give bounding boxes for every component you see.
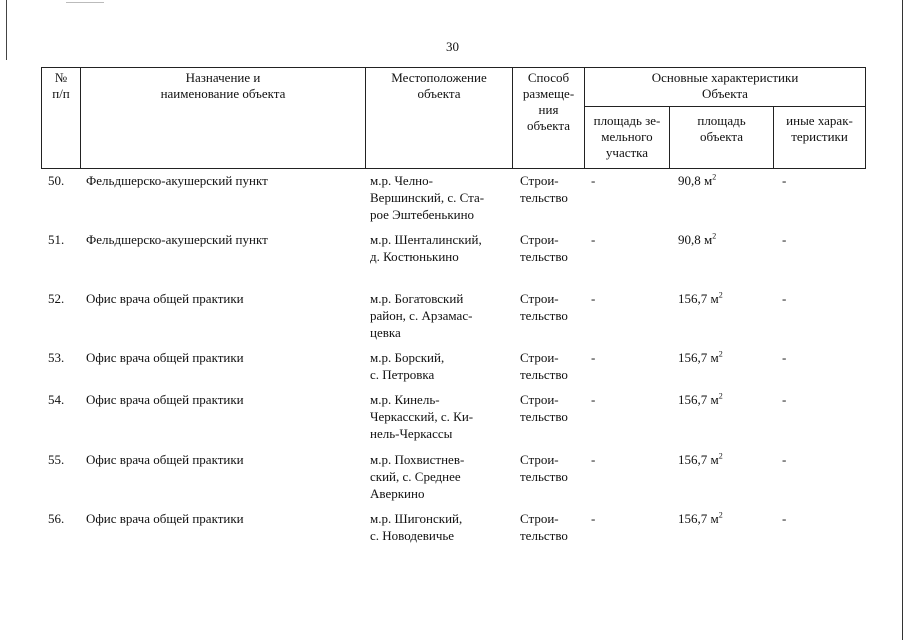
- row-object-area-unit-exponent: 2: [718, 510, 723, 520]
- row-location: м.р. Богатовский район, с. Арзамас- цевка: [370, 291, 473, 340]
- row-number: 53.: [48, 350, 65, 365]
- row-object-area-value: 156,7 м: [678, 511, 719, 526]
- row-land-area: -: [591, 511, 596, 526]
- row-object-area-unit-exponent: 2: [712, 172, 717, 182]
- row-placement-method: Строи- тельство: [520, 511, 568, 543]
- header-col-other: [773, 106, 866, 169]
- table-row: [0, 349, 905, 389]
- header-col-object-area-label: площадь объекта: [697, 113, 746, 144]
- header-col-main-label: Основные характеристики Объекта: [651, 70, 799, 101]
- row-number: 50.: [48, 173, 65, 188]
- page-left-edge: [6, 0, 7, 60]
- row-object-area: [678, 391, 723, 408]
- row-number: 51.: [48, 232, 65, 247]
- header-col-location-label: Местоположение объекта: [391, 70, 487, 101]
- row-land-area: -: [591, 232, 596, 247]
- header-col-number-label: № п/п: [52, 70, 70, 101]
- row-object-area: [678, 510, 723, 527]
- header-col-name-label: Назначение и наименование объекта: [160, 70, 286, 101]
- row-object-name: Офис врача общей практики: [86, 291, 244, 306]
- row-object-area-unit-exponent: 2: [718, 451, 723, 461]
- header-col-land-area-label: площадь зе- мельного участка: [593, 113, 661, 160]
- row-other-characteristics: -: [782, 350, 787, 365]
- row-object-area-value: 156,7 м: [678, 291, 719, 306]
- row-placement-method: Строи- тельство: [520, 291, 568, 323]
- row-object-area-value: 156,7 м: [678, 392, 719, 407]
- header-col-main-characteristics: [584, 67, 866, 107]
- row-object-area-unit-exponent: 2: [718, 290, 723, 300]
- row-object-area-value: 156,7 м: [678, 350, 719, 365]
- row-other-characteristics: -: [782, 452, 787, 467]
- row-number: 52.: [48, 291, 65, 306]
- row-placement-method: Строи- тельство: [520, 232, 568, 264]
- row-placement-method: Строи- тельство: [520, 452, 568, 484]
- row-object-area: [678, 231, 716, 248]
- header-col-other-label: иные харак- теристики: [786, 113, 853, 144]
- row-object-area-value: 90,8 м: [678, 232, 713, 247]
- row-land-area: -: [591, 452, 596, 467]
- row-location: м.р. Шигонский, с. Новодевичье: [370, 511, 463, 543]
- row-object-name: Офис врача общей практики: [86, 511, 244, 526]
- row-object-area: [678, 290, 723, 307]
- header-col-object-area: [669, 106, 774, 169]
- header-col-method: [512, 67, 585, 169]
- header-col-land-area: [584, 106, 670, 169]
- row-number: 55.: [48, 452, 65, 467]
- row-object-area-unit-exponent: 2: [718, 349, 723, 359]
- row-number: 56.: [48, 511, 65, 526]
- row-land-area: -: [591, 392, 596, 407]
- table-row: [0, 172, 905, 230]
- row-location: м.р. Кинель- Черкасский, с. Ки- нель-Черкассы: [370, 392, 474, 441]
- row-object-name: Офис врача общей практики: [86, 350, 244, 365]
- row-placement-method: Строи- тельство: [520, 173, 568, 205]
- row-object-area-value: 156,7 м: [678, 452, 719, 467]
- row-other-characteristics: -: [782, 173, 787, 188]
- scan-mark: [66, 2, 104, 3]
- row-land-area: -: [591, 350, 596, 365]
- row-number: 54.: [48, 392, 65, 407]
- row-placement-method: Строи- тельство: [520, 392, 568, 424]
- row-other-characteristics: -: [782, 511, 787, 526]
- table-row: [0, 451, 905, 509]
- header-col-method-label: Способ размеще- ния объекта: [522, 70, 575, 133]
- row-object-area-unit-exponent: 2: [712, 231, 717, 241]
- header-col-number: [41, 67, 81, 169]
- table-row: [0, 290, 905, 348]
- table-row: [0, 231, 905, 289]
- header-col-name: [80, 67, 366, 169]
- row-other-characteristics: -: [782, 232, 787, 247]
- page-number: 30: [446, 39, 459, 54]
- row-placement-method: Строи- тельство: [520, 350, 568, 382]
- table-row: [0, 510, 905, 550]
- row-location: м.р. Борский, с. Петровка: [370, 350, 445, 382]
- row-location: м.р. Челно- Вершинский, с. Ста- рое Эштебенькино: [370, 173, 485, 222]
- row-location: м.р. Шенталинский, д. Костюнькино: [370, 232, 482, 264]
- row-location: м.р. Похвистнев- ский, с. Среднее Аверкино: [370, 452, 465, 501]
- row-land-area: -: [591, 291, 596, 306]
- row-object-name: Офис врача общей практики: [86, 392, 244, 407]
- row-land-area: -: [591, 173, 596, 188]
- row-object-area-value: 90,8 м: [678, 173, 713, 188]
- header-col-location: [365, 67, 513, 169]
- row-object-area-unit-exponent: 2: [718, 391, 723, 401]
- row-object-name: Фельдшерско-акушерский пункт: [86, 232, 268, 247]
- row-object-name: Фельдшерско-акушерский пункт: [86, 173, 268, 188]
- row-object-area: [678, 349, 723, 366]
- row-other-characteristics: -: [782, 291, 787, 306]
- row-other-characteristics: -: [782, 392, 787, 407]
- table-row: [0, 391, 905, 449]
- row-object-name: Офис врача общей практики: [86, 452, 244, 467]
- row-object-area: [678, 172, 716, 189]
- row-object-area: [678, 451, 723, 468]
